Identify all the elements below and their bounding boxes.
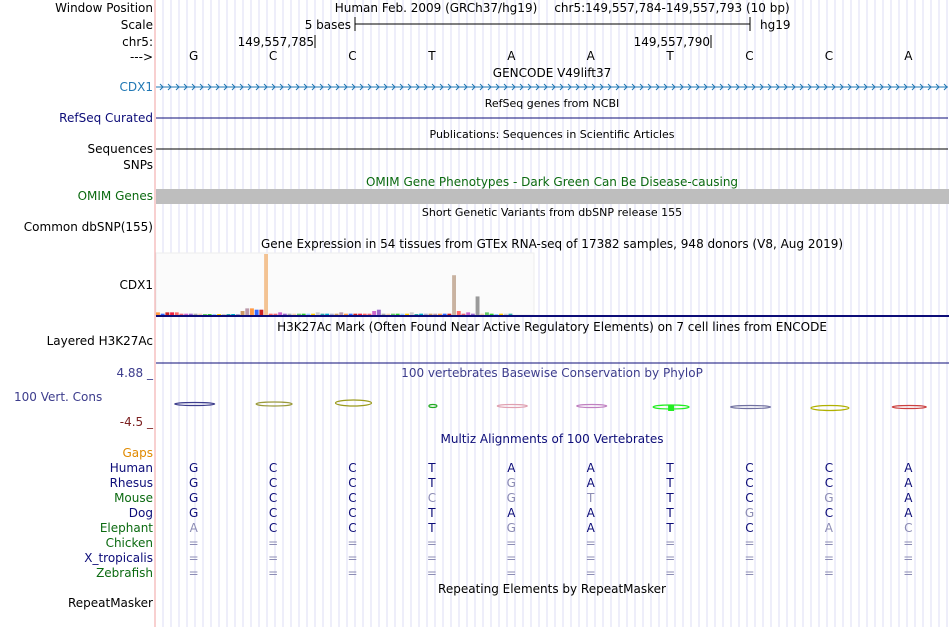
alignment-base: C	[348, 476, 357, 490]
base-letter: A	[507, 49, 516, 63]
gtex-bar	[471, 314, 475, 315]
species-label[interactable]: Mouse	[114, 491, 153, 505]
gtex-bar	[335, 314, 339, 315]
gtex-bar	[339, 312, 343, 315]
alignment-base: A	[507, 461, 516, 475]
gtex-bar	[466, 312, 470, 315]
gtex-bar	[255, 310, 259, 315]
chrom-label: chr5:	[122, 35, 153, 49]
conservation-label[interactable]: 100 Vert. Cons	[14, 390, 103, 404]
alignment-base: =	[744, 566, 755, 580]
gtex-bar	[419, 314, 423, 315]
alignment-base: A	[586, 461, 595, 475]
base-letter: C	[745, 49, 754, 63]
gtex-bar	[231, 314, 235, 315]
gtex-bar	[494, 314, 498, 315]
gtex-bar	[184, 314, 188, 315]
alignment-base: =	[188, 566, 199, 580]
base-letter: C	[824, 49, 834, 63]
alignment-base: =	[903, 566, 914, 580]
alignment-base: G	[506, 521, 516, 535]
alignment-base: G	[189, 506, 199, 520]
gtex-bar	[499, 314, 503, 315]
gtex-bar	[476, 296, 480, 315]
gtex-bar	[353, 314, 357, 315]
alignment-base: =	[426, 566, 437, 580]
gtex-bar	[222, 314, 226, 315]
h3k27ac-title: H3K27Ac Mark (Often Found Near Active Regulatory Elements) on 7 cell lines from ENCODE	[277, 320, 827, 334]
strand-label: --->	[129, 50, 153, 64]
alignment-base: T	[666, 506, 674, 520]
omim-bar	[156, 189, 949, 204]
species-label[interactable]: Chicken	[105, 536, 153, 550]
gtex-bar	[372, 311, 376, 315]
gtex-bar	[198, 314, 202, 315]
gtex-bar	[189, 314, 193, 315]
gtex-bar	[363, 314, 367, 315]
gtex-bar	[180, 314, 184, 315]
alignment-base: =	[665, 566, 676, 580]
alignment-base: A	[586, 506, 595, 520]
alignment-base: =	[823, 536, 834, 550]
gtex-bar	[302, 314, 306, 315]
gtex-bar	[382, 314, 386, 315]
gtex-bar	[165, 312, 169, 315]
gtex-bar	[368, 314, 372, 315]
species-label[interactable]: Zebrafish	[96, 566, 153, 580]
alignment-base: G	[824, 491, 834, 505]
conservation-mark	[256, 402, 292, 406]
conservation-mark	[731, 406, 771, 409]
base-letter: A	[586, 49, 595, 63]
alignment-base: G	[506, 491, 516, 505]
alignment-base: =	[268, 566, 279, 580]
gtex-bar	[264, 254, 268, 315]
alignment-base: A	[586, 521, 595, 535]
conservation-min-label: -4.5 _	[119, 415, 153, 429]
alignment-base: =	[347, 551, 358, 565]
alignment-base: C	[268, 506, 278, 520]
gencode-title: GENCODE V49lift37	[492, 66, 612, 80]
alignment-base: G	[189, 461, 199, 475]
refseq-label[interactable]: RefSeq Curated	[59, 111, 153, 125]
multiz-title: Multiz Alignments of 100 Vertebrates	[440, 432, 664, 446]
alignment-base: =	[585, 551, 596, 565]
conservation-mark	[429, 405, 437, 408]
species-label[interactable]: Dog	[128, 506, 153, 520]
gtex-bar	[386, 314, 390, 315]
conservation-mark	[336, 400, 372, 406]
gtex-bar	[306, 314, 310, 315]
species-label[interactable]: Elephant	[99, 521, 153, 535]
alignment-base: =	[665, 536, 676, 550]
h3k27ac-label[interactable]: Layered H3K27Ac	[46, 334, 153, 348]
species-label[interactable]: X_tropicalis	[84, 551, 153, 565]
scale-label: Scale	[120, 18, 153, 32]
gtex-bar	[391, 314, 395, 315]
gtex-bar	[396, 314, 400, 315]
alignment-base: C	[904, 521, 913, 535]
gtex-bar	[194, 314, 198, 315]
alignment-base: =	[585, 536, 596, 550]
alignment-base: G	[744, 506, 755, 520]
gtex-bar	[349, 314, 353, 315]
gtex-bar	[358, 314, 362, 315]
alignment-base: T	[428, 461, 436, 475]
gtex-bar	[504, 314, 508, 315]
gtex-bar	[452, 275, 456, 315]
alignment-base: =	[188, 551, 199, 565]
alignment-base: =	[426, 551, 437, 565]
coord-right: 149,557,790	[633, 35, 710, 49]
alignment-base: =	[744, 536, 755, 550]
alignment-base: A	[904, 506, 913, 520]
gtex-bar	[227, 314, 231, 315]
gtex-bar	[429, 314, 433, 315]
gtex-bar	[400, 314, 404, 315]
snps-label[interactable]: SNPs	[123, 158, 153, 172]
gtex-bar	[457, 311, 461, 315]
base-letter: G	[189, 49, 199, 63]
publications-title: Publications: Sequences in Scientific Articles	[429, 128, 675, 141]
species-label[interactable]: Human	[109, 461, 153, 475]
dbsnp-title: Short Genetic Variants from dbSNP release 155	[421, 206, 683, 219]
gtex-bar	[269, 314, 273, 315]
base-letter: A	[904, 49, 913, 63]
gtex-bar	[297, 314, 301, 315]
gtex-bar	[480, 314, 484, 315]
gtex-bar	[325, 314, 329, 315]
coord-left: 149,557,785	[237, 35, 314, 49]
gtex-bar	[292, 314, 296, 315]
alignment-base: =	[506, 566, 517, 580]
alignment-base: T	[666, 461, 674, 475]
gtex-bar	[321, 314, 325, 315]
alignment-base: T	[666, 521, 674, 535]
repeatmasker-title: Repeating Elements by RepeatMasker	[438, 582, 666, 596]
scale-text: 5 bases	[304, 18, 351, 32]
alignment-base: T	[587, 491, 595, 505]
alignment-base: A	[904, 461, 913, 475]
omim-label[interactable]: OMIM Genes	[77, 189, 153, 203]
alignment-base: A	[904, 476, 913, 490]
alignment-base: =	[268, 536, 279, 550]
gtex-bar	[405, 314, 409, 315]
alignment-base: C	[348, 506, 357, 520]
alignment-base: A	[189, 521, 198, 535]
alignment-base: T	[428, 506, 436, 520]
gtex-bar	[377, 310, 381, 315]
alignment-base: =	[903, 551, 914, 565]
base-letter: C	[348, 49, 357, 63]
gtex-bar	[490, 314, 494, 315]
alignment-base: =	[506, 551, 517, 565]
alignment-base: A	[586, 476, 595, 490]
gtex-bar	[462, 314, 466, 315]
conservation-title: 100 vertebrates Basewise Conservation by PhyloP	[401, 366, 703, 380]
assembly-text: Human Feb. 2009 (GRCh37/hg19)	[334, 1, 538, 15]
gtex-bar	[438, 314, 442, 315]
omim-title: OMIM Gene Phenotypes - Dark Green Can Be Disease-causing	[365, 175, 739, 189]
alignment-base: C	[268, 521, 278, 535]
alignment-base: G	[189, 476, 199, 490]
alignment-base: C	[824, 461, 834, 475]
alignment-base: C	[348, 461, 357, 475]
gencode-label[interactable]: CDX1	[119, 80, 153, 94]
alignment-base: C	[268, 491, 278, 505]
gtex-bar	[283, 314, 287, 315]
gtex-bar	[278, 312, 282, 315]
alignment-base: C	[745, 491, 754, 505]
gtex-bar	[245, 308, 249, 315]
alignment-base: =	[426, 536, 437, 550]
gtex-bar	[156, 312, 160, 315]
alignment-base: =	[823, 566, 834, 580]
publications-label[interactable]: Sequences	[87, 142, 153, 156]
gtex-bar	[410, 312, 414, 315]
gtex-bar	[330, 314, 334, 315]
alignment-base: =	[823, 551, 834, 565]
alignment-base: =	[506, 536, 517, 550]
gtex-bar	[344, 314, 348, 315]
alignment-base: T	[428, 476, 436, 490]
alignment-base: C	[745, 521, 754, 535]
alignment-base: =	[347, 536, 358, 550]
gtex-bar	[424, 314, 428, 315]
alignment-base: C	[824, 506, 834, 520]
gtex-bar	[212, 314, 216, 315]
gaps-label: Gaps	[122, 446, 153, 460]
gtex-bar	[175, 312, 179, 315]
gtex-bar	[161, 314, 165, 315]
alignment-base: C	[745, 461, 754, 475]
alignment-base: C	[348, 491, 357, 505]
conservation-mark	[892, 406, 926, 409]
base-letter: C	[268, 49, 278, 63]
alignment-base: C	[427, 491, 437, 505]
alignment-base: =	[744, 551, 755, 565]
alignment-base: =	[585, 566, 596, 580]
gtex-bar	[241, 311, 245, 315]
gtex-label[interactable]: CDX1	[119, 278, 153, 292]
alignment-base: A	[904, 491, 913, 505]
gtex-bar	[433, 314, 437, 315]
alignment-base: =	[188, 536, 199, 550]
alignment-base: C	[268, 476, 278, 490]
gtex-bar	[217, 314, 221, 315]
alignment-base: C	[348, 521, 357, 535]
alignment-base: T	[428, 521, 436, 535]
gtex-bar	[415, 314, 419, 315]
alignment-base: =	[347, 566, 358, 580]
alignment-base: A	[507, 506, 516, 520]
alignment-base: T	[666, 476, 674, 490]
alignment-base: G	[189, 491, 199, 505]
gtex-bar	[274, 314, 278, 315]
gtex-bar	[208, 314, 212, 315]
alignment-base: G	[506, 476, 516, 490]
alignment-base: T	[666, 491, 674, 505]
refseq-title: RefSeq genes from NCBI	[484, 97, 620, 110]
repeatmasker-label[interactable]: RepeatMasker	[67, 596, 153, 610]
alignment-base: =	[903, 536, 914, 550]
gtex-bar	[509, 314, 513, 315]
conservation-max-label: 4.88 _	[116, 366, 153, 380]
window-position-label: Window Position	[55, 1, 153, 15]
gtex-bar	[203, 314, 207, 315]
alignment-base: =	[665, 551, 676, 565]
alignment-base: C	[268, 461, 278, 475]
gtex-bar	[170, 312, 174, 315]
alignment-base: C	[745, 476, 754, 490]
species-label[interactable]: Rhesus	[109, 476, 153, 490]
gtex-title: Gene Expression in 54 tissues from GTEx RNA-seq of 17382 samples, 948 donors (V8, Aug 2019)	[260, 237, 844, 251]
base-letter: T	[666, 49, 674, 63]
gtex-bar	[316, 312, 320, 315]
alignment-base: C	[824, 476, 834, 490]
gtex-bar	[288, 314, 292, 315]
dbsnp-label[interactable]: Common dbSNP(155)	[23, 220, 153, 234]
alignment-base: A	[824, 521, 833, 535]
gtex-bar	[485, 312, 489, 315]
base-letter: T	[428, 49, 436, 63]
gtex-bar	[311, 314, 315, 315]
gtex-bar	[250, 308, 254, 315]
db-label: hg19	[760, 18, 791, 32]
position-text: chr5:149,557,784-149,557,793 (10 bp)	[554, 1, 790, 15]
conservation-mark	[577, 405, 607, 408]
gtex-bar	[236, 314, 240, 315]
gtex-bar	[259, 310, 263, 315]
alignment-base: =	[268, 551, 279, 565]
gtex-bar	[447, 314, 451, 315]
conservation-peak	[668, 405, 674, 411]
gtex-bar	[443, 314, 447, 315]
